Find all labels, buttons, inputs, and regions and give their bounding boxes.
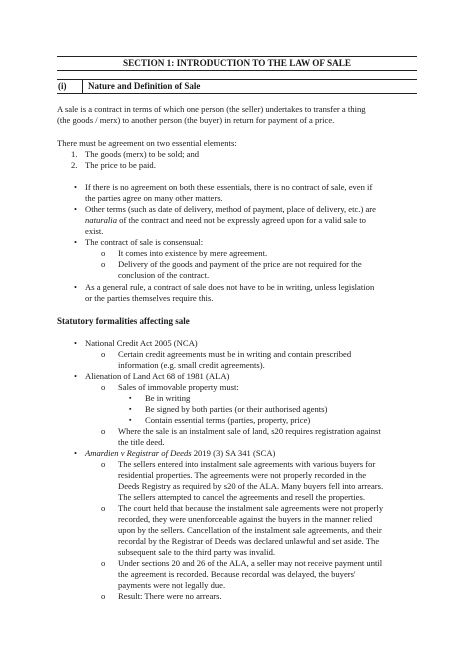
bullet-text-rest: of the contract and need not be expressly agreed upon for a valid sale to <box>117 215 366 225</box>
square-bullet-marker: ▪ <box>129 394 132 402</box>
subsection-header <box>57 79 417 94</box>
bullet-marker: • <box>74 237 78 247</box>
bullet-text: exist. <box>85 226 104 236</box>
section-heading: Statutory formalities affecting sale <box>57 316 190 326</box>
sub-bullet-marker: o <box>101 248 106 258</box>
sub-bullet-text: the title deed. <box>118 437 165 447</box>
case-holding: The court held that because the instalment sale agreements were not properly <box>118 503 384 513</box>
case-cite: 2019 (3) SA 341 (SCA) <box>191 448 276 458</box>
bullet-text <box>85 215 366 226</box>
element-number: 2. <box>71 160 78 170</box>
sub-bullet-marker: o <box>101 591 106 601</box>
case-facts: Deeds Registry as required by s20 of the ALA. Many buyers fell into arrears. <box>118 481 384 491</box>
sub-bullet-text: Delivery of the goods and payment of the price are not required for the <box>118 259 362 269</box>
bullet-marker: • <box>74 182 78 192</box>
sub-bullet-marker: o <box>101 259 106 269</box>
bullet-marker: • <box>74 338 78 348</box>
case-facts: residential properties. The agreements were not properly recorded in the <box>118 470 367 480</box>
sub-bullet-text: Certain credit agreements must be in writing and contain prescribed <box>118 349 352 359</box>
case-reasoning: the agreement is recorded. Because recordal was delayed, the buyers' <box>118 569 356 579</box>
bullet-marker: • <box>74 282 78 292</box>
elements-intro: There must be agreement on two essential elements: <box>57 138 237 148</box>
sub-bullet-marker: o <box>101 459 106 469</box>
case-holding: upon by the sellers. Cancellation of the instalment sale agreements, and their <box>118 525 382 535</box>
bullet-marker: • <box>74 371 78 381</box>
element-text: The price to be paid. <box>85 160 156 170</box>
case-reasoning: Under sections 20 and 26 of the ALA, a seller may not receive payment until <box>118 558 383 568</box>
sub-bullet-text: conclusion of the contract. <box>118 270 210 280</box>
sub-bullet-text: information (e.g. small credit agreements). <box>118 360 265 370</box>
bullet-marker: • <box>74 448 78 458</box>
bullet-text: Other terms (such as date of delivery, method of payment, place of delivery, etc.) are <box>85 204 376 214</box>
case-reasoning: payments were not legally due. <box>118 580 226 590</box>
bullet-text: the parties agree on many other matters. <box>85 193 223 203</box>
element-text: The goods (merx) to be sold; and <box>85 149 200 159</box>
case-holding: subsequent sale to the third party was invalid. <box>118 547 276 557</box>
section-title: SECTION 1: INTRODUCTION TO THE LAW OF SALE <box>57 56 417 71</box>
square-bullet-marker: ▪ <box>129 405 132 413</box>
case-name: Amardien v Registrar of Deeds <box>85 448 192 458</box>
statute-title: National Credit Act 2005 (NCA) <box>85 338 198 348</box>
case-result: Result: There were no arrears. <box>118 591 222 601</box>
bullet-marker: • <box>74 204 78 214</box>
bullet-text: As a general rule, a contract of sale does not have to be in writing, unless legislation <box>85 282 375 292</box>
sub-bullet-marker: o <box>101 503 106 513</box>
case-facts: The sellers attempted to cancel the agreements and resell the properties. <box>118 492 365 502</box>
italic-term: naturalia <box>85 215 117 225</box>
statute-title: Alienation of Land Act 68 of 1981 (ALA) <box>85 371 230 381</box>
sub-bullet-marker: o <box>101 558 106 568</box>
sub-bullet-text: It comes into existence by mere agreement. <box>118 248 268 258</box>
bullet-text: If there is no agreement on both these essentials, there is no contract of sale, even if <box>85 182 373 192</box>
sub-bullet-marker: o <box>101 382 106 392</box>
sub-bullet-marker: o <box>101 426 106 436</box>
sub-bullet-text: Sales of immovable property must: <box>118 382 239 392</box>
case-holding: recordal by the Registrar of Deeds was declared unlawful and set aside. The <box>118 536 380 546</box>
requirement-item: Be signed by both parties (or their authorised agents) <box>145 404 328 414</box>
sub-bullet-marker: o <box>101 349 106 359</box>
square-bullet-marker: ▪ <box>129 416 132 424</box>
element-number: 1. <box>71 149 78 159</box>
case-citation <box>85 448 275 459</box>
subsection-title: Nature and Definition of Sale <box>88 81 201 91</box>
case-facts: The sellers entered into instalment sale agreements with various buyers for <box>118 459 376 469</box>
sub-bullet-text: Where the sale is an instalment sale of land, s20 requires registration against <box>118 426 381 436</box>
bullet-text: or the parties themselves require this. <box>85 293 214 303</box>
header-divider <box>82 80 83 93</box>
intro-line: A sale is a contract in terms of which one person (the seller) undertakes to transfer a thing <box>57 104 366 114</box>
intro-line: (the goods / merx) to another person (the buyer) in return for payment of a price. <box>57 115 335 125</box>
case-holding: recorded, they were unenforceable against the buyers in the manner relied <box>118 514 373 524</box>
requirement-item: Be in writing <box>145 393 191 403</box>
subsection-number: (i) <box>58 81 67 91</box>
bullet-text: The contract of sale is consensual: <box>85 237 204 247</box>
requirement-item: Contain essential terms (parties, property, price) <box>145 415 311 425</box>
